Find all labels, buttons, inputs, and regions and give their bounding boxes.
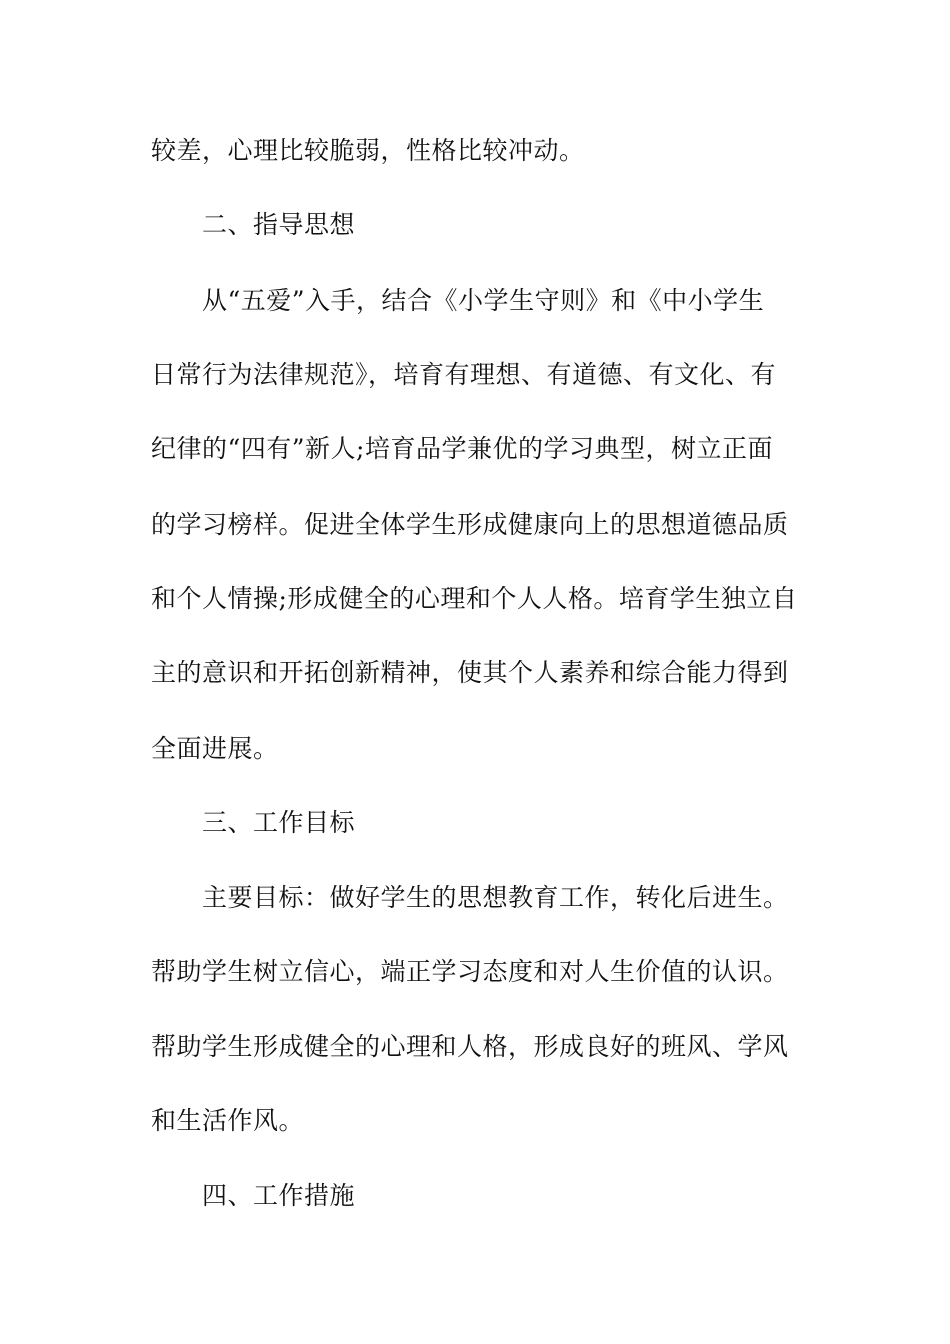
paragraph-line: 帮助学生形成健全的心理和人格，形成良好的班风、学风 xyxy=(151,1032,789,1061)
paragraph-line: 和生活作风。 xyxy=(151,1106,305,1135)
paragraph-line: 帮助学生树立信心，端正学习态度和对人生价值的认识。 xyxy=(151,957,789,986)
paragraph-line: 日常行为法律规范》，培育有理想、有道德、有文化、有 xyxy=(151,360,777,389)
paragraph-line: 主要目标：做好学生的思想教育工作，转化后进生。 xyxy=(202,883,789,912)
paragraph-continuation-line: 较差，心理比较脆弱，性格比较冲动。 xyxy=(151,136,585,165)
section-heading-work-goals: 三、工作目标 xyxy=(202,808,356,837)
paragraph-line: 的学习榜样。促进全体学生形成健康向上的思想道德品质 xyxy=(151,510,789,539)
section-heading-work-measures: 四、工作措施 xyxy=(202,1181,356,1210)
paragraph-line: 纪律的“四有”新人;培育品学兼优的学习典型，树立正面 xyxy=(151,434,773,463)
paragraph-line: 从“五爱”入手，结合《小学生守则》和《中小学生 xyxy=(202,286,765,315)
paragraph-line: 主的意识和开拓创新精神，使其个人素养和综合能力得到 xyxy=(151,658,789,687)
paragraph-line: 和个人情操;形成健全的心理和个人人格。培育学生独立自 xyxy=(151,584,798,613)
section-heading-guiding-ideology: 二、指导思想 xyxy=(202,210,356,239)
paragraph-line: 全面进展。 xyxy=(151,734,279,763)
